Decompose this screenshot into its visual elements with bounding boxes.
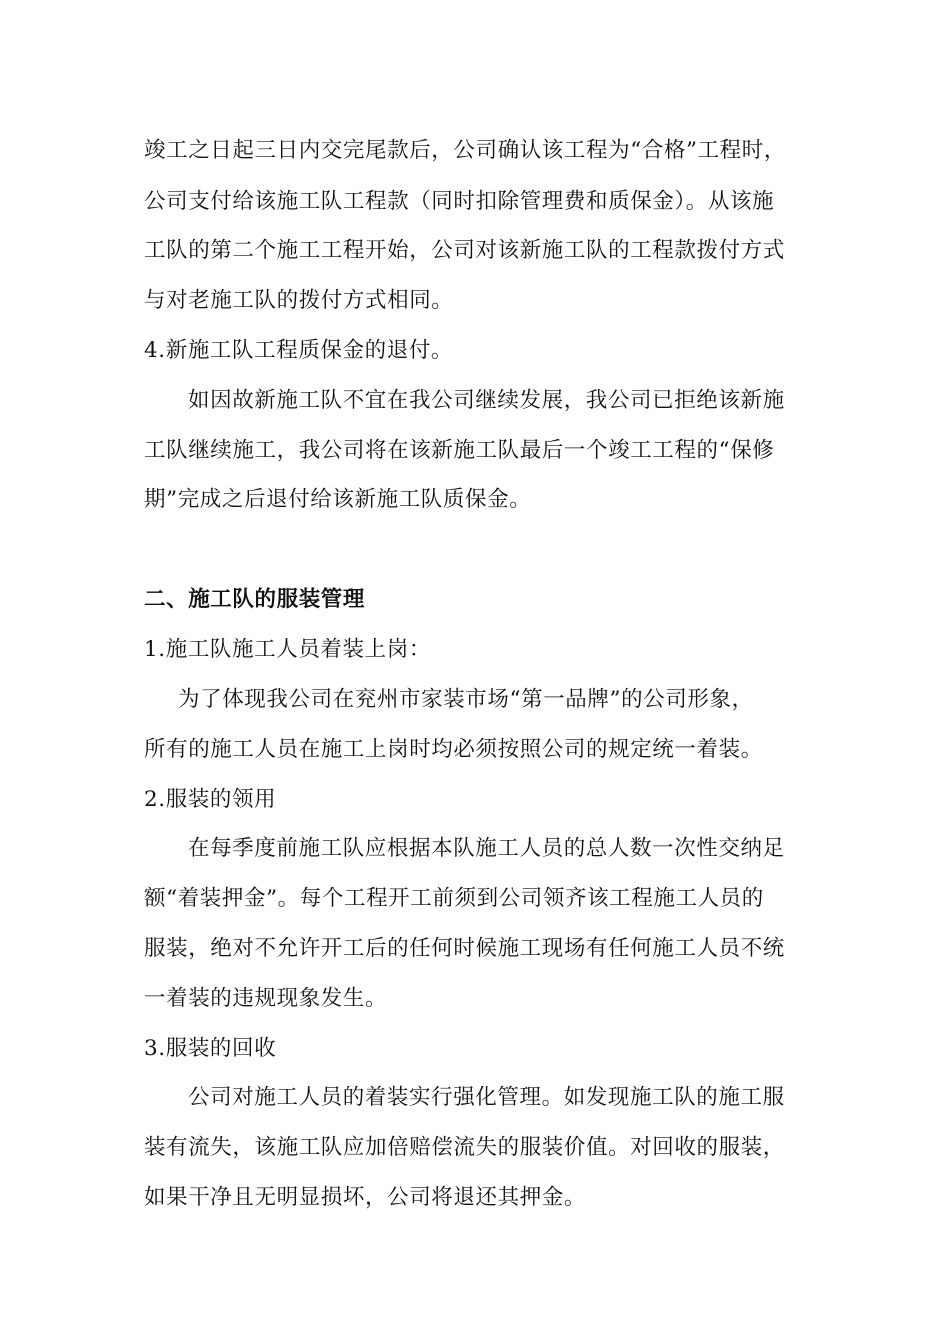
paragraph-line: 期”完成之后退付给该新施工队质保金。: [144, 487, 532, 512]
subsection-heading: 4.新施工队工程质保金的退付。: [144, 338, 454, 363]
paragraph-line: 竣工之日起三日内交完尾款后，公司确认该工程为“合格”工程时，: [144, 138, 786, 163]
paragraph-line: 所有的施工人员在施工上岗时均必须按照公司的规定统一着装。: [144, 737, 763, 762]
paragraph-line: 如果干净且无明显损坏，公司将退还其押金。: [144, 1185, 587, 1210]
paragraph-line: 装有流失，该施工队应加倍赔偿流失的服装价值。对回收的服装，: [144, 1135, 785, 1160]
section-heading: 二、施工队的服装管理: [144, 587, 366, 612]
subsection-heading: 2.服装的领用: [144, 787, 277, 812]
paragraph-line: 工队继续施工，我公司将在该新施工队最后一个竣工工程的“保修: [144, 438, 775, 463]
paragraph-line: 为了体现我公司在兖州市家装市场“第一品牌”的公司形象，: [178, 687, 754, 712]
paragraph-line: 与对老施工队的拨付方式相同。: [144, 288, 454, 313]
subsection-heading: 3.服装的回收: [144, 1036, 277, 1061]
paragraph-line: 在每季度前施工队应根据本队施工人员的总人数一次性交纳足: [188, 836, 785, 861]
paragraph-line: 公司对施工人员的着装实行强化管理。如发现施工队的施工服: [188, 1085, 785, 1110]
paragraph-line: 服装，绝对不允许开工后的任何时候施工现场有任何施工人员不统: [144, 936, 785, 961]
subsection-heading: 1.施工队施工人员着装上岗：: [144, 637, 431, 662]
paragraph-line: 额“着装押金”。每个工程开工前须到公司领齐该工程施工人员的: [144, 886, 764, 911]
paragraph-line: 公司支付给该施工队工程款（同时扣除管理费和质保金）。从该施: [144, 189, 775, 214]
paragraph-line: 如因故新施工队不宜在我公司继续发展，我公司已拒绝该新施: [188, 388, 785, 413]
paragraph-line: 一着装的违规现象发生。: [144, 986, 388, 1011]
paragraph-line: 工队的第二个施工工程开始，公司对该新施工队的工程款拨付方式: [144, 238, 785, 263]
